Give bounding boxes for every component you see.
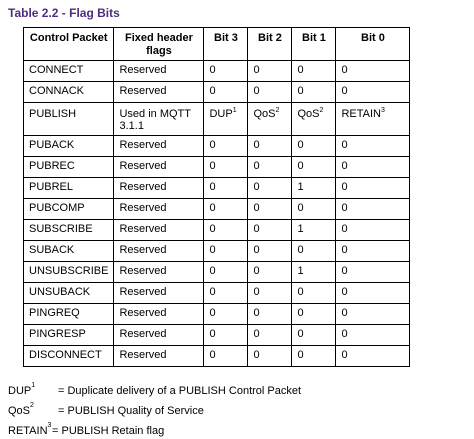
cell-packet-text: SUBSCRIBE xyxy=(29,223,93,235)
legend-description: = Duplicate delivery of a PUBLISH Control Packet xyxy=(58,385,302,397)
cell-bit2-text: 0 xyxy=(253,139,260,151)
table-row xyxy=(24,157,410,178)
cell-bit2 xyxy=(248,178,292,199)
cell-packet xyxy=(24,103,114,136)
cell-flags-text: Reserved xyxy=(119,160,167,172)
cell-bit3-text: 0 xyxy=(209,349,216,361)
cell-bit1 xyxy=(292,262,336,283)
cell-flags-text: Used in MQTT 3.1.1 xyxy=(119,108,191,132)
flag-bits-table xyxy=(23,27,410,367)
cell-bit3 xyxy=(204,262,248,283)
cell-flags-text: Reserved xyxy=(119,265,167,277)
cell-bit3-text: 0 xyxy=(209,265,216,277)
cell-bit0-text: 0 xyxy=(341,202,348,214)
cell-bit0 xyxy=(336,136,410,157)
header-control-packet: Control Packet xyxy=(24,28,114,61)
cell-packet-text: PINGRESP xyxy=(29,328,86,340)
cell-flags xyxy=(114,157,204,178)
cell-flags-text: Reserved xyxy=(119,223,167,235)
footnote-marker: 2 xyxy=(30,402,34,409)
legend-abbr xyxy=(8,402,50,417)
cell-bit3-text: DUP xyxy=(209,108,233,120)
footnote-marker: 2 xyxy=(275,107,280,114)
cell-bit1 xyxy=(292,283,336,304)
cell-packet-text: PUBREL xyxy=(29,181,74,193)
cell-bit1 xyxy=(292,325,336,346)
cell-bit2 xyxy=(248,82,292,103)
cell-bit3-text: 0 xyxy=(209,286,216,298)
legend-line xyxy=(8,402,204,417)
cell-flags xyxy=(114,262,204,283)
cell-packet-text: CONNACK xyxy=(29,85,85,97)
footnote-marker: 1 xyxy=(232,107,237,114)
cell-bit0 xyxy=(336,199,410,220)
cell-packet xyxy=(24,283,114,304)
cell-bit0 xyxy=(336,241,410,262)
cell-bit0-text: 0 xyxy=(341,139,348,151)
cell-bit3-text: 0 xyxy=(209,223,216,235)
cell-bit0 xyxy=(336,82,410,103)
cell-bit2 xyxy=(248,199,292,220)
cell-bit2 xyxy=(248,262,292,283)
cell-bit1-text: 0 xyxy=(297,64,304,76)
cell-bit1 xyxy=(292,241,336,262)
footnote-marker: 1 xyxy=(31,382,36,389)
cell-flags xyxy=(114,136,204,157)
cell-packet xyxy=(24,61,114,82)
cell-bit2 xyxy=(248,241,292,262)
cell-flags-text: Reserved xyxy=(119,307,167,319)
cell-bit2 xyxy=(248,136,292,157)
cell-bit1-text: 0 xyxy=(297,160,304,172)
cell-bit1 xyxy=(292,61,336,82)
cell-bit3-text: 0 xyxy=(209,85,216,97)
legend-abbr-text: QoS xyxy=(8,405,31,417)
cell-bit2 xyxy=(248,304,292,325)
cell-packet xyxy=(24,136,114,157)
cell-bit1 xyxy=(292,157,336,178)
cell-packet-text: UNSUBSCRIBE xyxy=(29,265,109,277)
cell-bit2-text: 0 xyxy=(253,223,260,235)
cell-flags xyxy=(114,61,204,82)
cell-packet xyxy=(24,325,114,346)
cell-bit1-text: 1 xyxy=(297,181,304,193)
legend-abbr xyxy=(8,422,52,437)
cell-packet xyxy=(24,220,114,241)
cell-bit2-text: 0 xyxy=(253,85,260,97)
legend-description: = PUBLISH Retain flag xyxy=(52,425,165,437)
footnote-marker: 3 xyxy=(381,107,385,114)
cell-flags xyxy=(114,220,204,241)
cell-bit0-text: 0 xyxy=(341,328,348,340)
cell-bit1-text: 0 xyxy=(297,307,304,319)
cell-packet xyxy=(24,304,114,325)
cell-bit2-text: 0 xyxy=(253,244,260,256)
legend-line xyxy=(8,382,302,397)
legend-abbr-text: DUP xyxy=(8,385,32,397)
cell-bit0-text: 0 xyxy=(341,244,348,256)
cell-flags-text: Reserved xyxy=(119,349,167,361)
header-bit-3: Bit 3 xyxy=(204,28,248,61)
table-row xyxy=(24,82,410,103)
cell-flags xyxy=(114,199,204,220)
cell-bit1-text: 0 xyxy=(297,244,304,256)
cell-bit2 xyxy=(248,61,292,82)
cell-bit2-text: 0 xyxy=(253,202,260,214)
cell-flags-text: Reserved xyxy=(119,202,167,214)
table-body xyxy=(24,61,410,367)
cell-bit3 xyxy=(204,61,248,82)
cell-bit0 xyxy=(336,157,410,178)
legend-abbr-text: RETAIN xyxy=(8,425,48,437)
cell-flags-text: Reserved xyxy=(119,286,167,298)
cell-bit0-text: 0 xyxy=(341,160,348,172)
cell-bit3 xyxy=(204,82,248,103)
cell-bit1 xyxy=(292,346,336,367)
cell-packet-text: PUBLISH xyxy=(29,108,77,120)
cell-packet xyxy=(24,199,114,220)
cell-bit2-text: 0 xyxy=(253,286,260,298)
cell-flags-text: Reserved xyxy=(119,328,167,340)
cell-bit1-text: 0 xyxy=(297,286,304,298)
cell-flags xyxy=(114,283,204,304)
cell-flags xyxy=(114,178,204,199)
cell-bit0-text: 0 xyxy=(341,307,348,319)
cell-bit1 xyxy=(292,82,336,103)
table-row xyxy=(24,136,410,157)
table-row xyxy=(24,283,410,304)
cell-bit1 xyxy=(292,220,336,241)
cell-bit1-text: 0 xyxy=(297,139,304,151)
cell-bit0-text: 0 xyxy=(341,85,348,97)
cell-bit0-text: 0 xyxy=(341,286,348,298)
cell-bit3-text: 0 xyxy=(209,160,216,172)
cell-bit0-text: 0 xyxy=(341,181,348,193)
header-bit-0: Bit 0 xyxy=(336,28,410,61)
cell-bit2-text: 0 xyxy=(253,349,260,361)
cell-bit1 xyxy=(292,304,336,325)
cell-bit0 xyxy=(336,346,410,367)
cell-bit1-text: 1 xyxy=(297,223,304,235)
cell-bit0-text: RETAIN xyxy=(341,108,381,120)
cell-bit2-text: 0 xyxy=(253,328,260,340)
cell-bit3 xyxy=(204,103,248,136)
cell-flags-text: Reserved xyxy=(119,244,167,256)
cell-bit1-text: 1 xyxy=(297,265,304,277)
cell-bit1-text: 0 xyxy=(297,85,304,97)
cell-bit1-text: 0 xyxy=(297,202,304,214)
cell-bit3 xyxy=(204,178,248,199)
footnote-marker: 3 xyxy=(47,422,52,429)
cell-bit2 xyxy=(248,325,292,346)
cell-bit3 xyxy=(204,136,248,157)
cell-bit3 xyxy=(204,304,248,325)
table-row xyxy=(24,346,410,367)
cell-bit1 xyxy=(292,178,336,199)
cell-flags-text: Reserved xyxy=(119,64,167,76)
cell-packet-text: DISCONNECT xyxy=(29,349,102,361)
footnote-marker: 2 xyxy=(319,107,324,114)
cell-flags xyxy=(114,82,204,103)
cell-bit3 xyxy=(204,346,248,367)
cell-flags xyxy=(114,304,204,325)
table-row xyxy=(24,262,410,283)
cell-bit2-text: 0 xyxy=(253,181,260,193)
cell-bit3-text: 0 xyxy=(209,244,216,256)
cell-packet-text: PINGREQ xyxy=(29,307,80,319)
cell-bit3-text: 0 xyxy=(209,139,216,151)
cell-packet-text: PUBACK xyxy=(29,139,75,151)
cell-bit2-text: 0 xyxy=(253,64,260,76)
cell-bit1-text: QoS xyxy=(297,108,320,120)
cell-flags xyxy=(114,241,204,262)
cell-bit0-text: 0 xyxy=(341,223,348,235)
cell-bit1 xyxy=(292,103,336,136)
cell-bit3 xyxy=(204,241,248,262)
cell-bit3 xyxy=(204,283,248,304)
table-row xyxy=(24,178,410,199)
table-row xyxy=(24,220,410,241)
cell-flags-text: Reserved xyxy=(119,139,167,151)
cell-bit2 xyxy=(248,346,292,367)
cell-bit0 xyxy=(336,61,410,82)
cell-packet-text: UNSUBACK xyxy=(29,286,91,298)
cell-packet-text: PUBCOMP xyxy=(29,202,85,214)
cell-bit0 xyxy=(336,283,410,304)
cell-bit2 xyxy=(248,220,292,241)
table-caption: Table 2.2 - Flag Bits xyxy=(8,6,120,20)
cell-packet-text: SUBACK xyxy=(29,244,75,256)
cell-bit0 xyxy=(336,262,410,283)
cell-bit1-text: 0 xyxy=(297,328,304,340)
cell-bit2 xyxy=(248,157,292,178)
table-row xyxy=(24,304,410,325)
cell-bit3-text: 0 xyxy=(209,307,216,319)
table-row xyxy=(24,103,410,136)
cell-packet xyxy=(24,178,114,199)
cell-bit0 xyxy=(336,304,410,325)
cell-bit0-text: 0 xyxy=(341,64,348,76)
cell-packet-text: CONNECT xyxy=(29,64,84,76)
cell-bit0 xyxy=(336,220,410,241)
cell-flags-text: Reserved xyxy=(119,181,167,193)
cell-bit0 xyxy=(336,103,410,136)
cell-bit3-text: 0 xyxy=(209,202,216,214)
header-fixed-header-flags: Fixed header flags xyxy=(114,28,204,61)
cell-packet xyxy=(24,241,114,262)
cell-packet-text: PUBREC xyxy=(29,160,75,172)
legend-line xyxy=(8,422,165,437)
cell-bit0-text: 0 xyxy=(341,349,348,361)
cell-bit1 xyxy=(292,136,336,157)
cell-bit2-text: 0 xyxy=(253,265,260,277)
cell-bit1 xyxy=(292,199,336,220)
cell-packet xyxy=(24,346,114,367)
cell-bit2 xyxy=(248,283,292,304)
cell-bit0 xyxy=(336,325,410,346)
cell-bit0 xyxy=(336,178,410,199)
table-row xyxy=(24,199,410,220)
table-row xyxy=(24,241,410,262)
cell-bit3-text: 0 xyxy=(209,181,216,193)
cell-bit2-text: QoS xyxy=(253,108,276,120)
legend-description: = PUBLISH Quality of Service xyxy=(58,405,204,417)
table-row xyxy=(24,61,410,82)
cell-bit3 xyxy=(204,157,248,178)
cell-bit3-text: 0 xyxy=(209,64,216,76)
table-header-row xyxy=(24,28,410,61)
cell-bit3-text: 0 xyxy=(209,328,216,340)
cell-flags xyxy=(114,325,204,346)
cell-packet xyxy=(24,262,114,283)
cell-bit3 xyxy=(204,325,248,346)
legend-abbr xyxy=(8,382,50,397)
cell-bit2-text: 0 xyxy=(253,307,260,319)
cell-flags xyxy=(114,346,204,367)
cell-bit2 xyxy=(248,103,292,136)
cell-bit3 xyxy=(204,199,248,220)
cell-packet xyxy=(24,82,114,103)
header-bit-1: Bit 1 xyxy=(292,28,336,61)
cell-bit0-text: 0 xyxy=(341,265,348,277)
cell-flags xyxy=(114,103,204,136)
cell-bit3 xyxy=(204,220,248,241)
cell-flags-text: Reserved xyxy=(119,85,167,97)
cell-packet xyxy=(24,157,114,178)
header-bit-2: Bit 2 xyxy=(248,28,292,61)
cell-bit2-text: 0 xyxy=(253,160,260,172)
table-row xyxy=(24,325,410,346)
cell-bit1-text: 0 xyxy=(297,349,304,361)
